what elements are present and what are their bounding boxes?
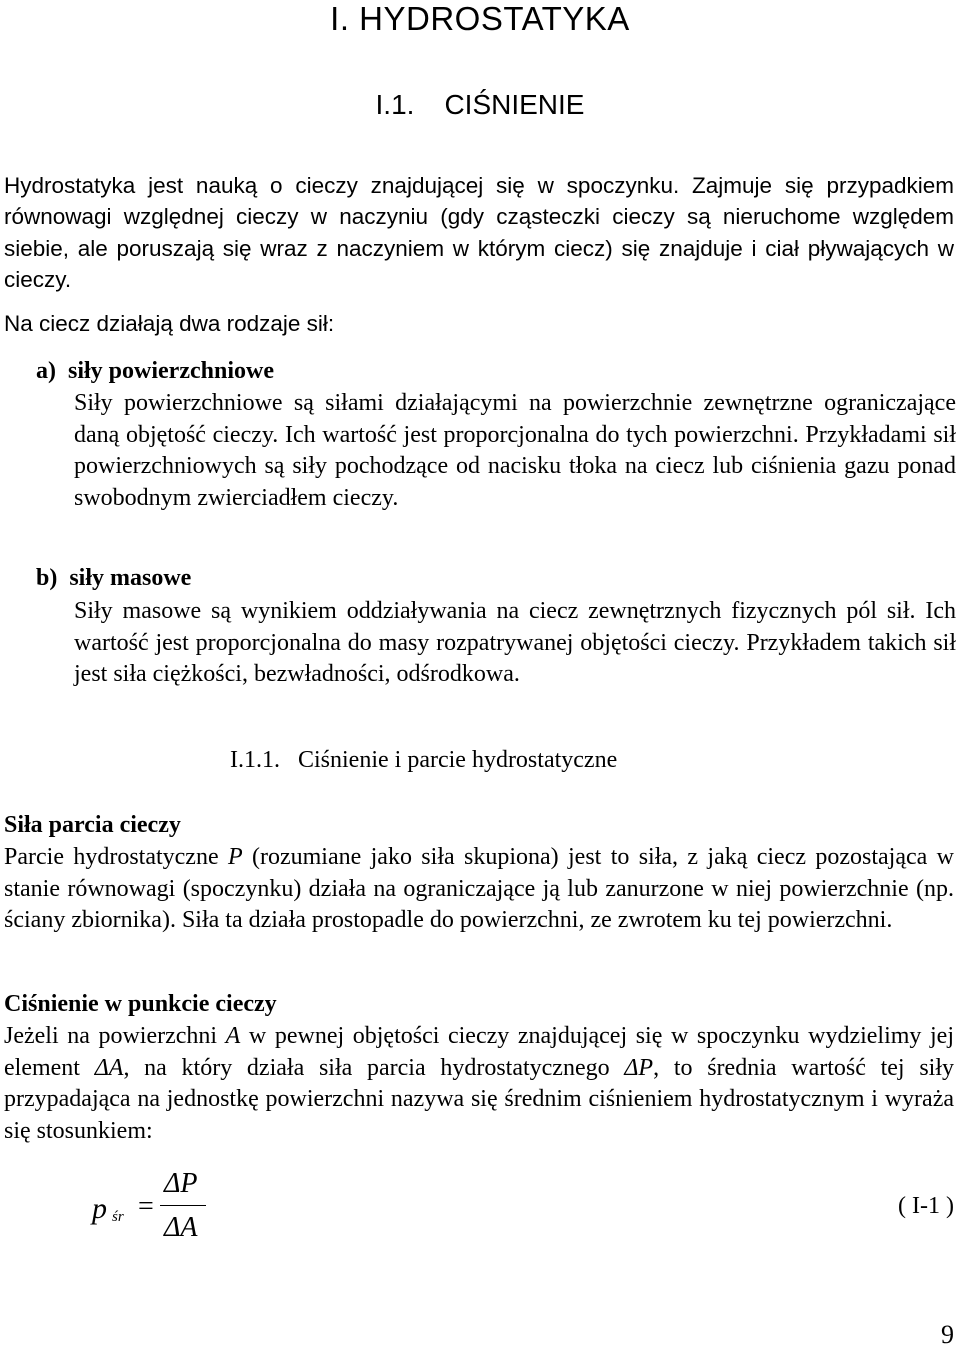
block2-v2: ΔA: [94, 1054, 124, 1081]
block1-text: [4, 842, 954, 937]
subsection-title-text: Ciśnienie i parcie hydrostatyczne: [298, 747, 618, 773]
fraction-bar: [160, 1205, 206, 1206]
block2-t3: , na który działa siła parcia hydrostatycznego: [123, 1054, 625, 1081]
block2-t2: w pewnej objętości cieczy znajdującej się w spoczynku wydzielimy jej element: [4, 1023, 954, 1081]
subsection-title: [230, 744, 617, 776]
list-item-a-heading: [36, 356, 956, 388]
block2-heading: Ciśnienie w punkcie cieczy: [4, 991, 277, 1017]
equation-lhs-subscript: śr: [112, 1209, 124, 1225]
equation-numerator: ΔP: [164, 1168, 198, 1199]
section-title: [0, 88, 960, 122]
list-item-b-heading: [36, 563, 956, 595]
page-number: 9: [941, 1320, 954, 1349]
intro-paragraph: Hydrostatyka jest nauką o cieczy znajdującej się w spoczynku. Zajmuje się przypadkiem równowagi względnej cieczy w naczyniu (gdy cząsteczki cieczy są nieruchome względem siebie, ale poruszają się wraz z naczyniem w którym ciecz) się znajduje i ciał pływających w cieczy.: [4, 173, 954, 292]
equation-lhs: p: [92, 1192, 107, 1225]
subsection-number: I.1.1.: [230, 747, 280, 773]
forces-intro: Na ciecz działają dwa rodzaje sił:: [4, 311, 335, 336]
block2-v1: A: [225, 1023, 241, 1049]
block2-v3: ΔP: [624, 1054, 654, 1081]
list-item-b-text: Siły masowe są wynikiem oddziaływania na ciecz zewnętrznych fizycznych pól sił. Ich wartość jest proporcjonalna do masy rozpatrywanej objętości cieczy. Przykładem takich sił jest siła ciężkości, bezwładności, odśrodkowa.: [74, 598, 956, 687]
list-item-heading: siły masowe: [69, 565, 192, 591]
list-item-marker: a): [36, 358, 56, 384]
block1-heading: Siła parcia cieczy: [4, 812, 181, 838]
equation-equals: =: [138, 1191, 154, 1222]
block1-pre: Parcie hydrostatyczne: [4, 844, 228, 870]
block2-t1: Jeżeli na powierzchni: [4, 1023, 226, 1049]
list-item-heading: siły powierzchniowe: [68, 358, 274, 384]
block2-t4: , to średnia wartość tej siły przypadająca na jednostkę powierzchni nazywa się średnim ciśnieniem hydrostatycznym i wyraża się stosunkiem:: [4, 1054, 954, 1144]
section-title-text: CIŚNIENIE: [444, 89, 585, 120]
chapter-title: I. HYDROSTATYKA: [330, 0, 630, 37]
section-number: I.1.: [375, 89, 415, 120]
block1-post: (rozumiane jako siła skupiona) jest to siła, z jaką ciecz pozostająca w stanie równowagi (spoczynku) działa na ograniczające ją lub zanurzone w niej powierzchnie (np. ściany zbiornika). Siła ta działa prostopadle do powierzchni, ze zwrotem ku tej powierzchni.: [4, 844, 955, 933]
equation-label: ( I-1 ): [898, 1193, 954, 1219]
block1-var: P: [227, 844, 243, 870]
block2-text: [4, 1021, 954, 1147]
list-item-marker: b): [36, 565, 58, 591]
equation-denominator: ΔA: [164, 1212, 198, 1243]
list-item-a-text: Siły powierzchniowe są siłami działającymi na powierzchnie zewnętrzne ograniczające daną objętość cieczy. Ich wartość jest proporcjonalna do tych powierzchni. Przykładami sił powierzchniowych są siły pochodzące od nacisku tłoka na ciecz lub ciśnienia gazu ponad swobodnym zwierciadłem cieczy.: [74, 390, 956, 511]
